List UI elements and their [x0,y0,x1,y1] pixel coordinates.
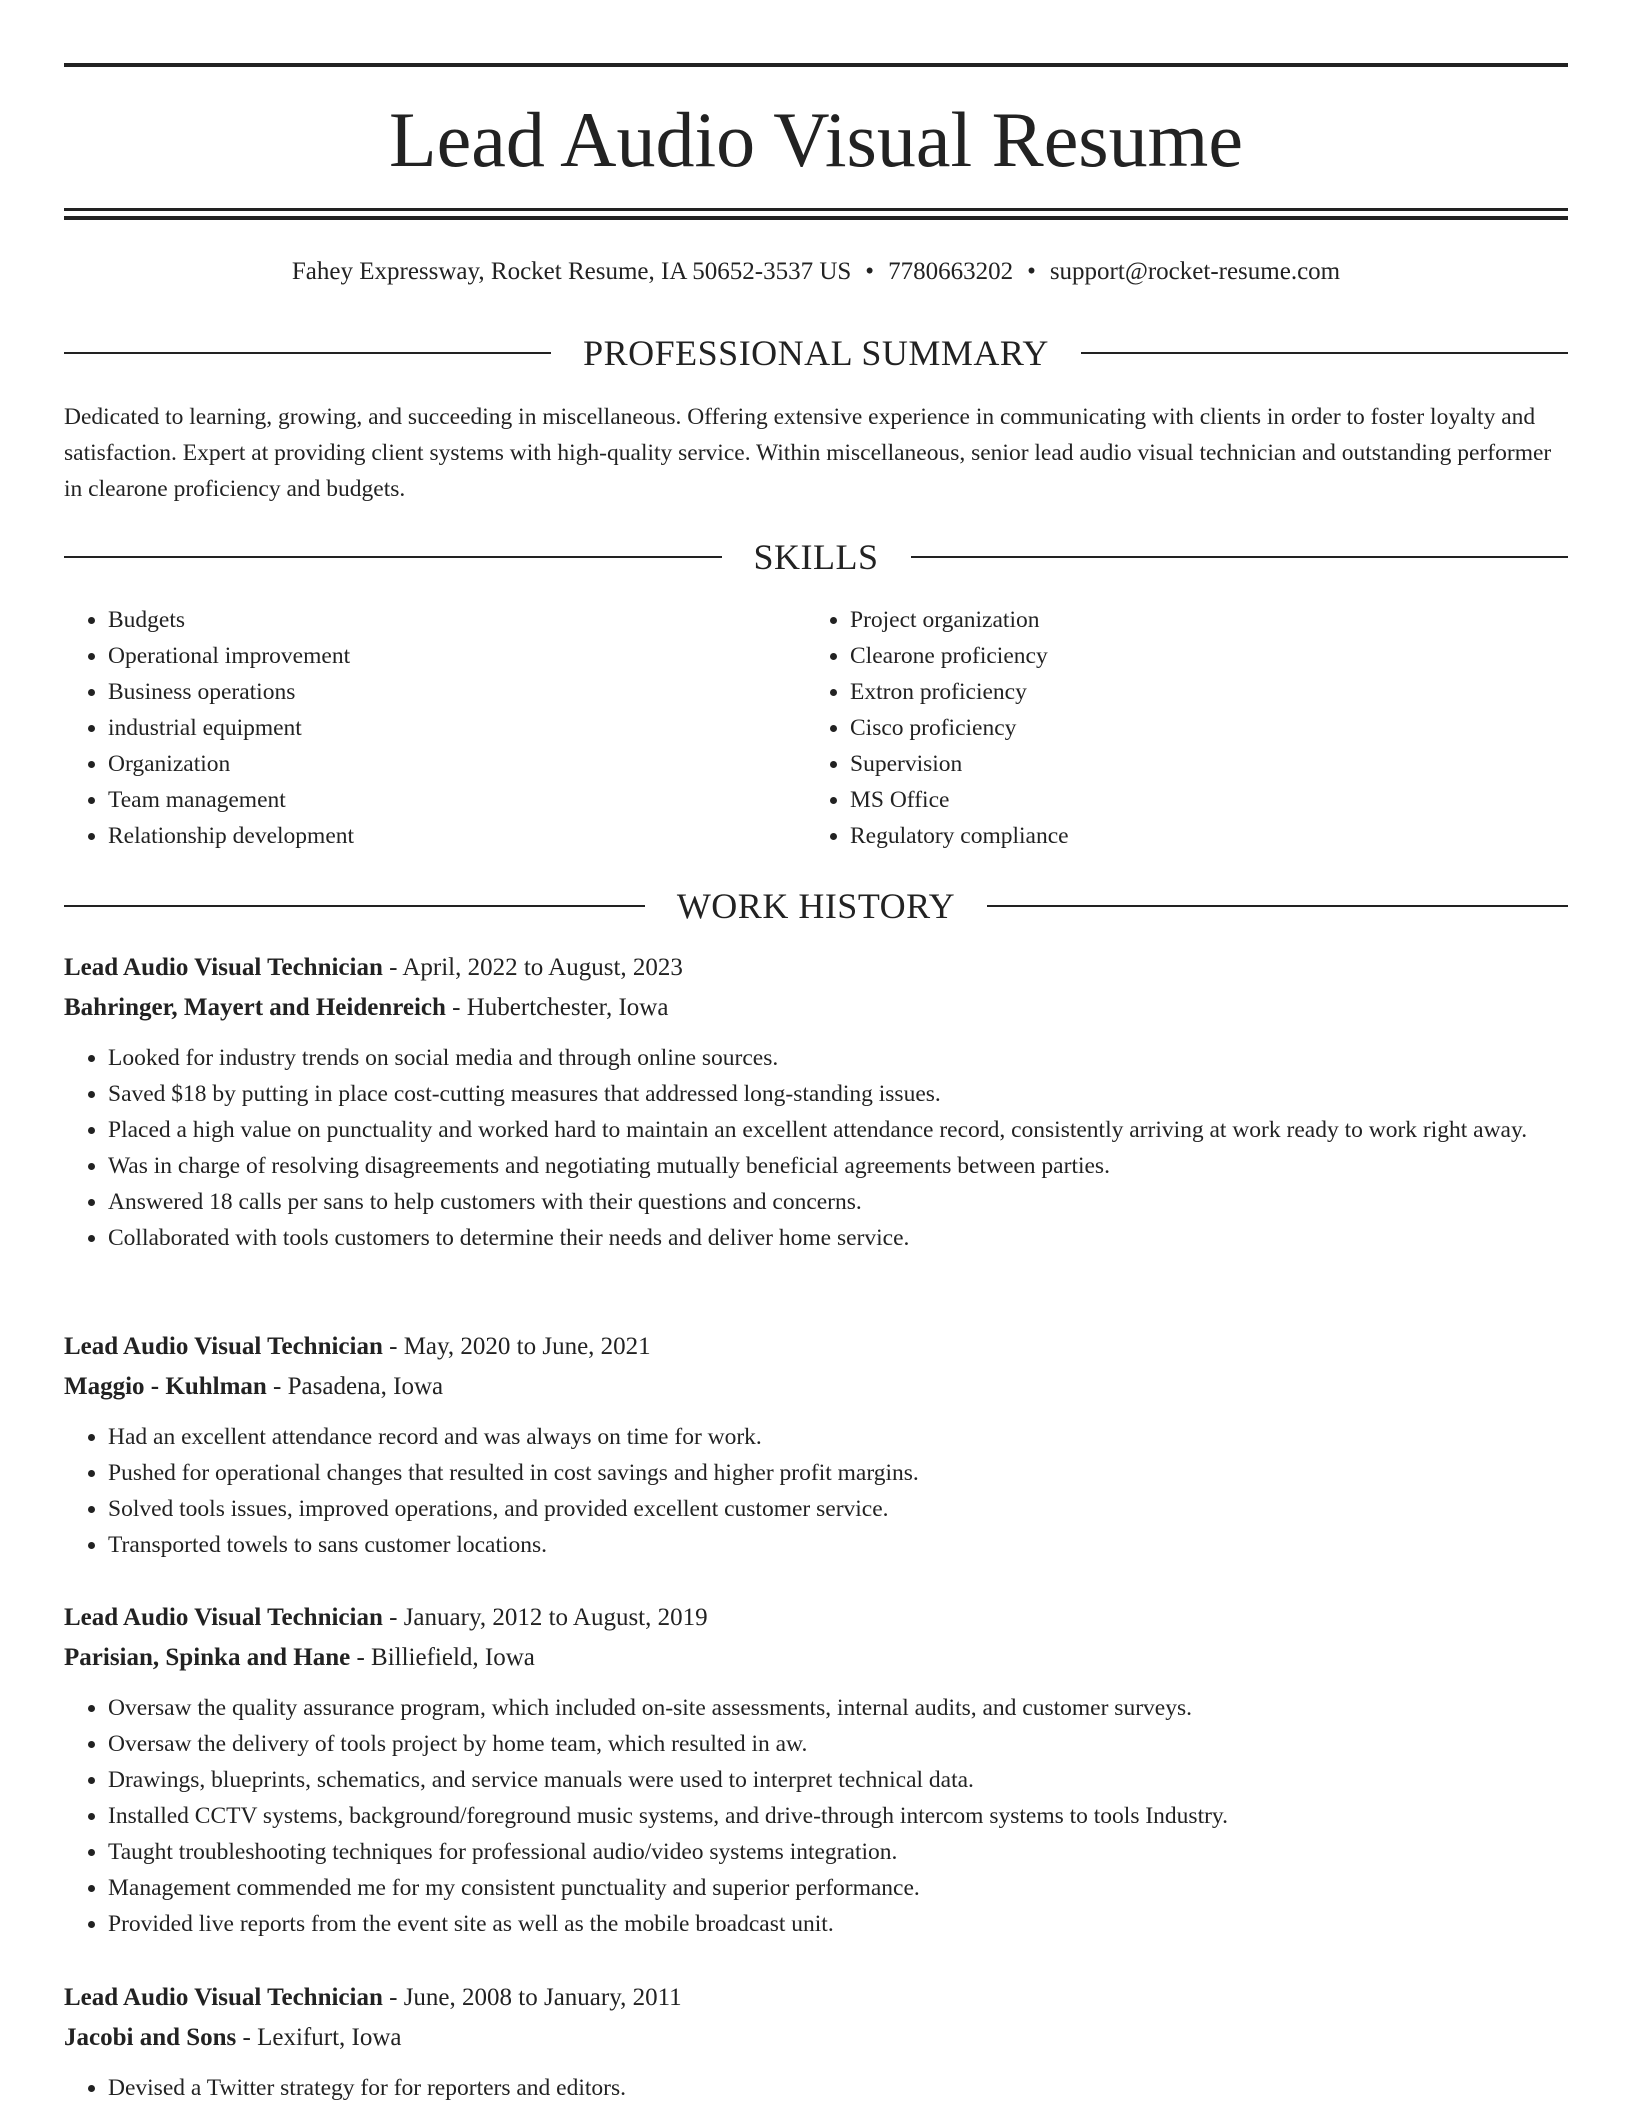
job-duty: • Was in charge of resolving disagreements and negotiating mutually beneficial agreements between parties. [108,1148,1568,1184]
job-duty: • Drawings, blueprints, schematics, and service manuals were used to interpret technical data. [108,1762,1568,1798]
job-duty: • Taught troubleshooting techniques for professional audio/video systems integration. [108,1834,1568,1870]
job-duty: • Transported towels to sans customer locations. [108,1527,1568,1563]
job-location: - Lexifurt, Iowa [236,2024,402,2051]
skill-item: • Budgets [108,602,354,638]
top-rule [64,63,1568,67]
job-duties-list [64,1419,1568,1563]
job-duty: • Had an excellent attendance record and was always on time for work. [108,1419,1568,1455]
contact-separator: • [1027,258,1036,285]
contact-address: Fahey Expressway, Rocket Resume, IA 50652-3537 US [291,258,852,285]
job-duty: • Devised a Twitter strategy for for reporters and editors. [108,2070,1568,2106]
job-company-line [64,988,1568,1028]
job-company: Parisian, Spinka and Hane [64,1644,351,1671]
job-duty: • Collaborated with tools customers to determine their needs and deliver home service. [108,1220,1568,1256]
heading-rule-right [1081,352,1568,354]
job-company-line [64,1638,1568,1678]
job-location: - Pasadena, Iowa [266,1373,444,1400]
heading-rule-left [64,905,645,907]
job-company-line [64,2018,1568,2058]
job-title: Lead Audio Visual Technician [64,954,383,981]
job-duty: • Placed a high value on punctuality and worked hard to maintain an excellent attendance record, consistently arriving at work ready to work right away. [108,1112,1568,1148]
job-title-line [64,1327,1568,1367]
title-rule-lower [64,216,1568,220]
job-title: Lead Audio Visual Technician [64,1984,383,2011]
job-duty: • Management commended me for my consistent punctuality and superior performance. [108,1870,1568,1906]
job-entry [64,948,1568,1256]
skill-item: • Relationship development [108,818,354,854]
heading-rule-right [987,905,1568,907]
job-dates: - May, 2020 to June, 2021 [382,1333,651,1360]
job-title-line [64,948,1568,988]
job-company: Jacobi and Sons [64,2024,237,2051]
job-duty: • Saved $18 by putting in place cost-cutting measures that addressed long-standing issues. [108,1076,1568,1112]
job-duty: • Solved tools issues, improved operations, and provided excellent customer service. [108,1491,1568,1527]
skills-heading-label: SKILLS [753,537,879,577]
skill-item: • Business operations [108,674,354,710]
skills-list-right [806,602,1069,854]
skill-item: • MS Office [850,782,1069,818]
job-dates: - January, 2012 to August, 2019 [382,1604,708,1631]
job-dates: - April, 2022 to August, 2023 [382,954,683,981]
skill-item: • Organization [108,746,354,782]
skill-item: • Extron proficiency [850,674,1069,710]
contact-line [64,254,1568,290]
summary-heading-label: PROFESSIONAL SUMMARY [583,333,1049,373]
job-location: - Hubertchester, Iowa [445,994,669,1021]
job-duties-list [64,1690,1568,1942]
job-entry [64,1327,1568,1563]
job-duty: • Answered 18 calls per sans to help customers with their questions and concerns. [108,1184,1568,1220]
job-entry [64,1598,1568,1942]
job-duty: • Pushed for operational changes that resulted in cost savings and higher profit margins. [108,1455,1568,1491]
title-rule-upper [64,208,1568,211]
job-company: Maggio - Kuhlman [64,1373,267,1400]
contact-email: support@rocket-resume.com [1049,258,1341,285]
work-history-heading [64,884,1568,928]
skill-item: • Team management [108,782,354,818]
contact-separator: • [865,258,875,285]
work-history-heading-label: WORK HISTORY [676,886,956,926]
summary-heading [64,331,1568,375]
skill-item: • Project organization [850,602,1069,638]
job-duty: • Provided live reports from the event site as well as the mobile broadcast unit. [108,1906,1568,1942]
job-title-line [64,1598,1568,1638]
job-duty: • Oversaw the quality assurance program, which included on-site assessments, internal audits, and customer surveys. [108,1690,1568,1726]
skills-heading [64,535,1568,579]
skill-item: • Clearone proficiency [850,638,1069,674]
job-title: Lead Audio Visual Technician [64,1604,383,1631]
job-entry [64,1978,1568,2106]
summary-text: Dedicated to learning, growing, and succeeding in miscellaneous. Offering extensive experience in communicating with clients in order to foster loyalty and satisfaction. Expert at providing client systems with high-quality service. Within miscellaneous, senior lead audio visual technician and outstanding performer in clearone proficiency and budgets. [64,404,1552,502]
heading-rule-left [64,556,722,558]
job-title-line [64,1978,1568,2018]
skills-list-left [64,602,354,854]
contact-phone: 7780663202 [888,258,1014,285]
heading-rule-right [911,556,1569,558]
job-title: Lead Audio Visual Technician [64,1333,383,1360]
resume-title: Lead Audio Visual Resume [389,96,1243,183]
job-company-line [64,1367,1568,1407]
job-location: - Billiefield, Iowa [350,1644,535,1671]
heading-rule-left [64,352,551,354]
job-company: Bahringer, Mayert and Heidenreich [64,994,446,1021]
job-duty: • Installed CCTV systems, background/foreground music systems, and drive-through intercom systems to tools Industry. [108,1798,1568,1834]
job-duties-list [64,2070,1568,2106]
skill-item: • Supervision [850,746,1069,782]
job-duties-list [64,1040,1568,1256]
job-dates: - June, 2008 to January, 2011 [382,1984,682,2011]
job-duty: • Oversaw the delivery of tools project by home team, which resulted in aw. [108,1726,1568,1762]
skill-item: • Regulatory compliance [850,818,1069,854]
skill-item: • Operational improvement [108,638,354,674]
skill-item: • Cisco proficiency [850,710,1069,746]
job-duty: • Looked for industry trends on social media and through online sources. [108,1040,1568,1076]
skill-item: • industrial equipment [108,710,354,746]
